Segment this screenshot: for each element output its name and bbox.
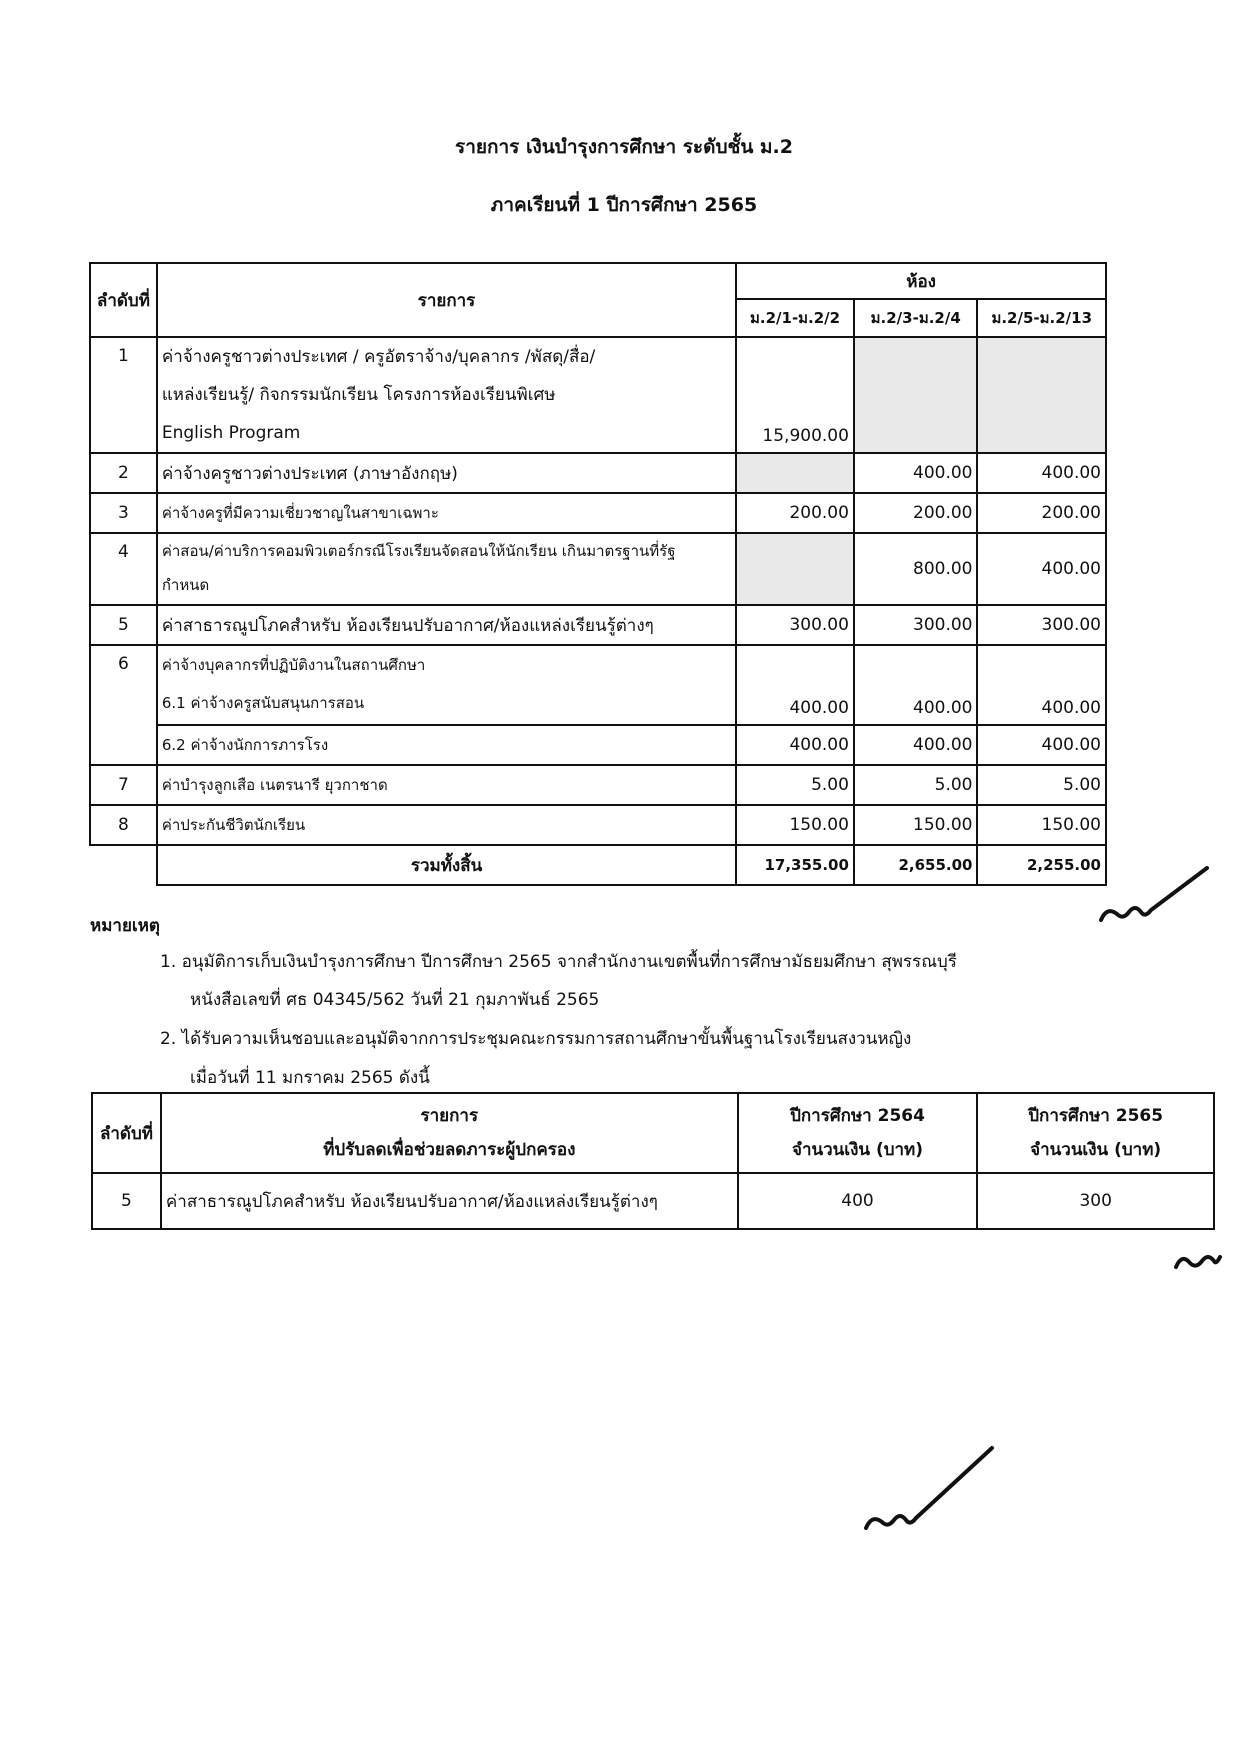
row-value-col3: 400.00 bbox=[977, 533, 1106, 605]
total-row bbox=[90, 845, 1106, 885]
row-value-col3: 400.00 bbox=[977, 453, 1106, 493]
signature-mark bbox=[1172, 1245, 1222, 1275]
t2-row-item: ค่าสาธารณูปโภคสำหรับ ห้องเรียนปรับอากาศ/ห้องแหล่งเรียนรู้ต่างๆ bbox=[161, 1173, 738, 1229]
row-item-line: ค่าจ้างครูที่มีความเชี่ยวชาญในสาขาเฉพาะ bbox=[157, 493, 736, 533]
row-value-col2: 400.00 bbox=[854, 645, 978, 725]
note-2-line-1: 2. ได้รับความเห็นชอบและอนุมัติจากการประชุมคณะกรรมการสถานศึกษาขั้นพื้นฐานโรงเรียนสงวนหญิง bbox=[160, 1029, 912, 1049]
row-value-col1: 5.00 bbox=[736, 765, 854, 805]
row-value-col1: 200.00 bbox=[736, 493, 854, 533]
header-order: ลำดับที่ bbox=[90, 263, 157, 337]
row-item-line: ค่าสอน/ค่าบริการคอมพิวเตอร์กรณีโรงเรียนจัดสอนให้นักเรียน เกินมาตรฐานที่รัฐ bbox=[161, 542, 676, 560]
row-value-col3: 200.00 bbox=[977, 493, 1106, 533]
row-value-col2: 200.00 bbox=[854, 493, 978, 533]
t2-row-no: 5 bbox=[92, 1173, 161, 1229]
row-no: 6 bbox=[90, 645, 157, 765]
header-col2: ม.2/3-ม.2/4 bbox=[854, 299, 978, 337]
signature-mark bbox=[860, 1440, 1000, 1540]
table-row bbox=[90, 805, 1106, 845]
table-row bbox=[90, 605, 1106, 645]
total-col3: 2,255.00 bbox=[977, 845, 1106, 885]
row-item-line: แหล่งเรียนรู้/ กิจกรรมนักเรียน โครงการห้องเรียนพิเศษ bbox=[161, 385, 556, 405]
row-value-col1: 400.00 bbox=[736, 725, 854, 765]
row-item-line: ค่าจ้างครูชาวต่างประเทศ (ภาษาอังกฤษ) bbox=[157, 453, 736, 493]
row-item-line: 6.2 ค่าจ้างนักการภารโรง bbox=[157, 725, 736, 765]
table-row bbox=[90, 725, 1106, 765]
row-value-col2: 400.00 bbox=[854, 453, 978, 493]
header-room: ห้อง bbox=[736, 263, 1106, 299]
row-value-col3: 400.00 bbox=[977, 725, 1106, 765]
row-no: 3 bbox=[90, 493, 157, 533]
row-value-col2: 300.00 bbox=[854, 605, 978, 645]
header-item: รายการ bbox=[157, 263, 736, 337]
row-item-line: English Program bbox=[161, 423, 301, 443]
row-item-line: ค่าบำรุงลูกเสือ เนตรนารี ยุวกาชาด bbox=[157, 765, 736, 805]
t2-row-value-2565: 300 bbox=[977, 1173, 1214, 1229]
table-row bbox=[90, 645, 1106, 725]
table-row bbox=[92, 1173, 1214, 1229]
note-1-line-1: 1. อนุมัติการเก็บเงินบำรุงการศึกษา ปีการศึกษา 2565 จากสำนักงานเขตพื้นที่การศึกษามัธยมศึกษา สุพรรณบุรี bbox=[160, 952, 957, 972]
row-value-col2: 800.00 bbox=[854, 533, 978, 605]
table-row bbox=[90, 453, 1106, 493]
row-no: 2 bbox=[90, 453, 157, 493]
row-value-col1: 150.00 bbox=[736, 805, 854, 845]
notes-heading: หมายเหตุ bbox=[90, 916, 160, 936]
doc-title: รายการ เงินบำรุงการศึกษา ระดับชั้น ม.2 bbox=[455, 136, 793, 158]
row-value-col3: 400.00 bbox=[977, 645, 1106, 725]
table-row bbox=[90, 765, 1106, 805]
row-value-col1: 400.00 bbox=[736, 645, 854, 725]
total-empty bbox=[90, 845, 157, 885]
row-value-col1 bbox=[736, 453, 854, 493]
row-item-line: ค่าสาธารณูปโภคสำหรับ ห้องเรียนปรับอากาศ/ห้องแหล่งเรียนรู้ต่างๆ bbox=[157, 605, 736, 645]
row-value-col2 bbox=[854, 337, 978, 453]
signature-mark bbox=[1095, 862, 1215, 932]
row-value-col1: 15,900.00 bbox=[736, 337, 854, 453]
table-row bbox=[90, 533, 1106, 605]
row-item-line: 6.1 ค่าจ้างครูสนับสนุนการสอน bbox=[161, 694, 365, 712]
row-value-col3: 5.00 bbox=[977, 765, 1106, 805]
reduction-table bbox=[91, 1092, 1215, 1230]
header-col1: ม.2/1-ม.2/2 bbox=[736, 299, 854, 337]
row-no: 4 bbox=[90, 533, 157, 605]
note-2-line-2: เมื่อวันที่ 11 มกราคม 2565 ดังนี้ bbox=[190, 1068, 430, 1088]
fee-table bbox=[89, 262, 1107, 886]
row-value-col1 bbox=[736, 533, 854, 605]
row-no: 1 bbox=[90, 337, 157, 453]
row-no: 5 bbox=[90, 605, 157, 645]
row-item-line: ค่าจ้างบุคลากรที่ปฏิบัติงานในสถานศึกษา bbox=[161, 656, 426, 674]
total-col2: 2,655.00 bbox=[854, 845, 978, 885]
row-item-line: ค่าจ้างครูชาวต่างประเทศ / ครูอัตราจ้าง/บุคลากร /พัสดุ/สื่อ/ bbox=[161, 347, 596, 367]
header-col3: ม.2/5-ม.2/13 bbox=[977, 299, 1106, 337]
t2-header-item-1: รายการ bbox=[420, 1106, 479, 1126]
doc-subtitle: ภาคเรียนที่ 1 ปีการศึกษา 2565 bbox=[490, 194, 758, 216]
note-1-line-2: หนังสือเลขที่ ศธ 04345/562 วันที่ 21 กุมภาพันธ์ 2565 bbox=[190, 990, 600, 1010]
row-value-col3: 300.00 bbox=[977, 605, 1106, 645]
row-item-line: กำหนด bbox=[161, 576, 210, 594]
row-value-col3 bbox=[977, 337, 1106, 453]
t2-header-item-2: ที่ปรับลดเพื่อช่วยลดภาระผู้ปกครอง bbox=[323, 1140, 576, 1160]
table-row bbox=[90, 493, 1106, 533]
row-no: 7 bbox=[90, 765, 157, 805]
row-value-col2: 400.00 bbox=[854, 725, 978, 765]
t2-header-year1: ปีการศึกษา 2564 bbox=[790, 1106, 925, 1126]
row-value-col2: 5.00 bbox=[854, 765, 978, 805]
row-item-line: ค่าประกันชีวิตนักเรียน bbox=[157, 805, 736, 845]
row-value-col3: 150.00 bbox=[977, 805, 1106, 845]
t2-row-value-2564: 400 bbox=[738, 1173, 978, 1229]
t2-header-year2: ปีการศึกษา 2565 bbox=[1028, 1106, 1164, 1126]
t2-header-amount1: จำนวนเงิน (บาท) bbox=[792, 1140, 924, 1160]
row-value-col1: 300.00 bbox=[736, 605, 854, 645]
total-col1: 17,355.00 bbox=[736, 845, 854, 885]
row-no: 8 bbox=[90, 805, 157, 845]
t2-header-order: ลำดับที่ bbox=[92, 1093, 161, 1173]
row-value-col2: 150.00 bbox=[854, 805, 978, 845]
t2-header-amount2: จำนวนเงิน (บาท) bbox=[1030, 1140, 1162, 1160]
table-row bbox=[90, 337, 1106, 453]
total-label: รวมทั้งสิ้น bbox=[157, 845, 736, 885]
